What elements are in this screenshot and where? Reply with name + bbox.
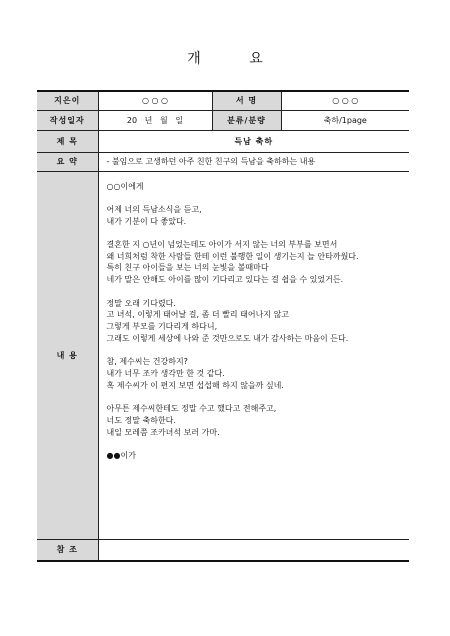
- letter-gap: [107, 345, 410, 357]
- category-label: 분류/분량: [212, 110, 281, 130]
- letter-line: 내가 기분이 다 좋았다.: [106, 216, 187, 226]
- letter-line: 그렇게 부모를 기다리게 하다니,: [106, 322, 218, 332]
- overview-form: [37, 90, 409, 562]
- letter-line: 그래도 이렇게 세상에 나와 준 것만으로도 내가 감사하는 마음이 든다.: [106, 333, 349, 343]
- subject-value: 득남 축하: [98, 130, 409, 152]
- letter-gap: [107, 286, 410, 298]
- letter-line: 내가 너무 조카 생각만 한 것 같다.: [106, 369, 225, 379]
- reference-row: [37, 539, 409, 561]
- date-row: [37, 110, 409, 130]
- author-value: ○ ○ ○: [98, 91, 212, 110]
- letter-signoff: ●●이가: [106, 451, 136, 461]
- author-label: 지은이: [37, 91, 98, 110]
- letter-line: 혹 제수씨가 이 편지 보면 섭섭해 하지 않을까 싶네.: [106, 380, 284, 390]
- letter-line: 특히 친구 아이들을 보는 너의 눈빛을 볼때마다: [106, 263, 269, 273]
- letter-gap: [107, 392, 410, 404]
- date-value: 20 년 월 일: [98, 110, 212, 130]
- summary-row: [37, 152, 409, 171]
- letter-line: 고 녀석, 이렇게 태어날 걸, 좀 더 빨리 태어나지 않고: [106, 310, 290, 320]
- letter-line: 아무튼 제수씨한테도 정말 수고 했다고 전해주고,: [106, 404, 277, 414]
- letter-line: 결혼한 지 ○년이 넘었는데도 아이가 서지 않는 너의 부부를 보면서: [106, 239, 338, 249]
- letter-gap: [107, 192, 410, 204]
- content-label: 내 용: [37, 171, 98, 539]
- letter-gap: [107, 439, 410, 451]
- letter-line: 왜 너희처럼 착한 사람들 한테 이런 불행한 일이 생기는지 늘 안타까웠다.: [106, 251, 359, 261]
- reference-label: 참 조: [37, 539, 98, 561]
- author-row: [37, 91, 409, 110]
- letter-gap: [107, 227, 410, 239]
- summary-label: 요 약: [37, 152, 98, 171]
- letter-body: [98, 171, 409, 539]
- letter-line: 너도 정말 축하한다.: [106, 415, 176, 425]
- letter-line: 네가 말은 안해도 아이를 많이 기다리고 있다는 걸 쉽을 수 있었거든.: [106, 275, 344, 285]
- summary-value: - 불임으로 고생하던 아주 친한 친구의 득남을 축하하는 내용: [98, 152, 409, 171]
- letter-line: 내일 모레쯤 조카녀석 보러 가마.: [106, 427, 220, 437]
- letter-line: 정말 오래 기다렸다.: [106, 298, 176, 308]
- subject-label: 제 목: [37, 130, 98, 152]
- reference-value: [98, 539, 409, 561]
- letter-line: ○○이에게: [106, 181, 144, 191]
- subject-row: [37, 130, 409, 152]
- signature-value: ○ ○ ○: [281, 91, 409, 110]
- category-value: 축하/1page: [281, 110, 409, 130]
- page-title: 개 요: [187, 51, 285, 67]
- signature-label: 서 명: [212, 91, 281, 110]
- letter-line: 어제 너의 득남소식을 듣고,: [106, 204, 202, 214]
- letter-line: 참, 제수씨는 건강하지?: [106, 357, 188, 367]
- content-row: [37, 171, 409, 539]
- date-label: 작성일자: [37, 110, 98, 130]
